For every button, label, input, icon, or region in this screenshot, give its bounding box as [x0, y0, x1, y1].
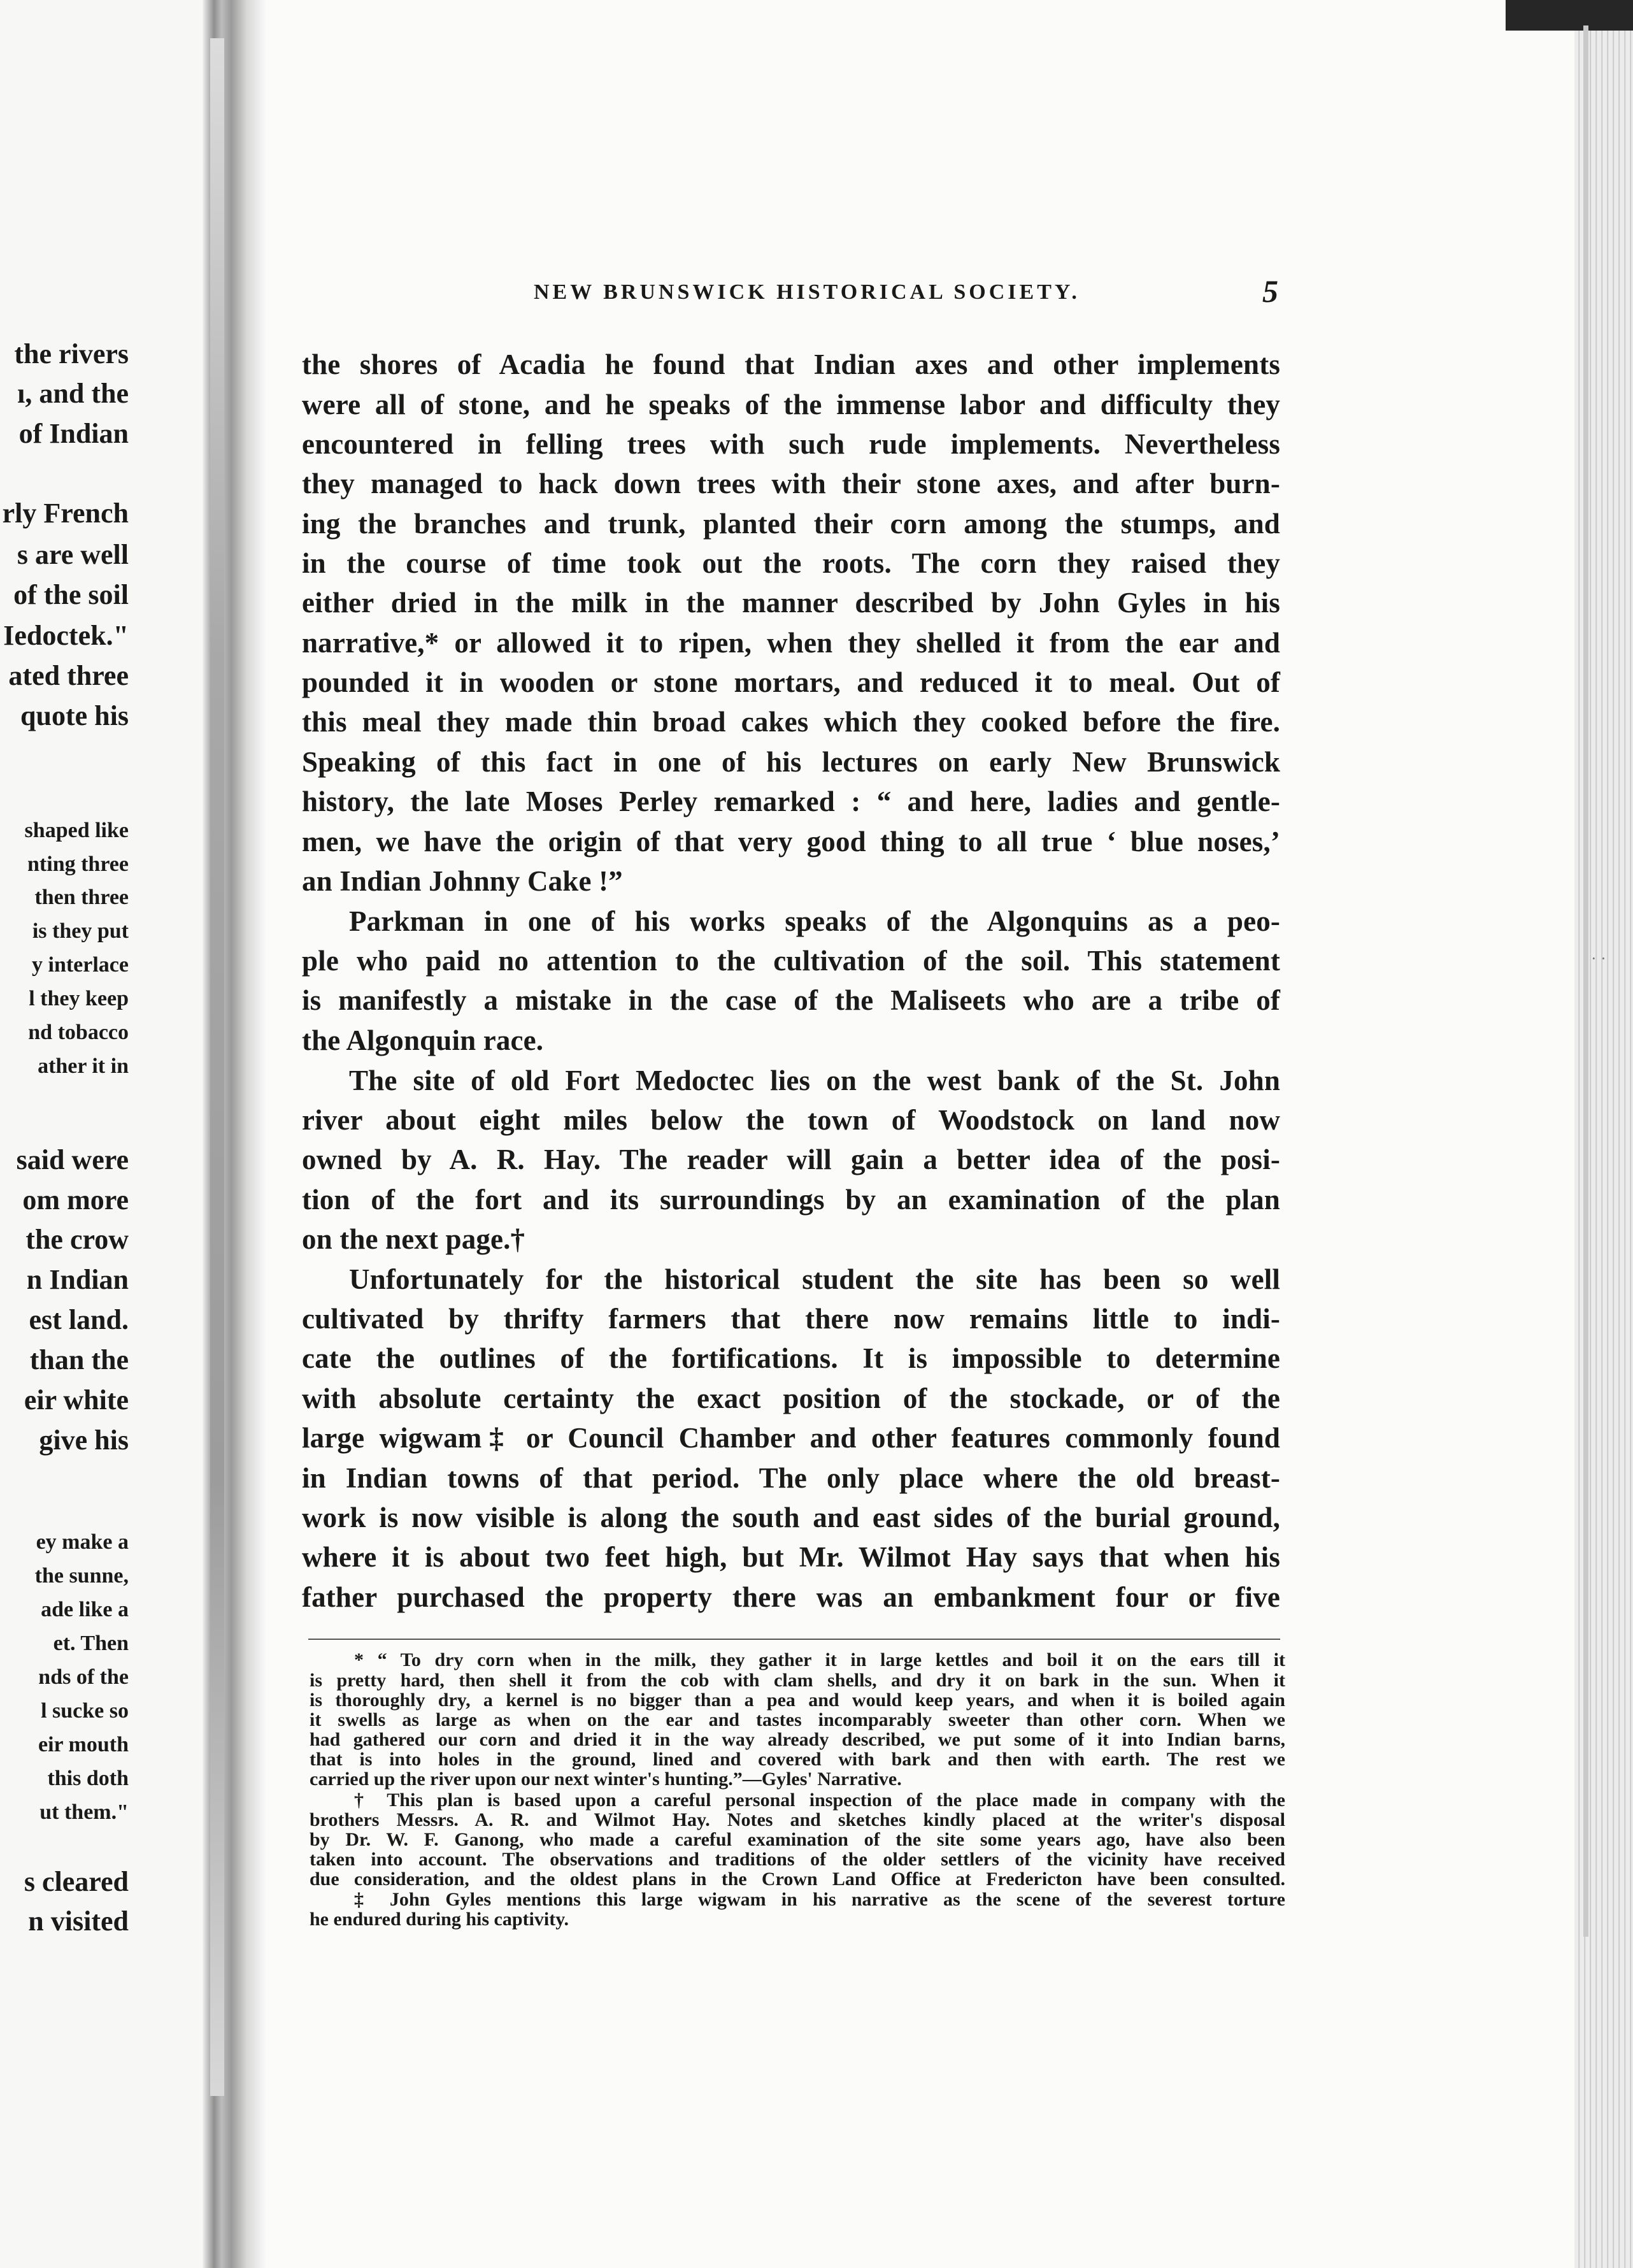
- left-text-line: eir mouth: [38, 1733, 129, 1756]
- scan-border-corner: [1506, 0, 1633, 31]
- left-text-line: nting three: [27, 852, 129, 876]
- footnote-line: is thoroughly dry, a kernel is no bigger than a pea and would keep years, and when it is boiled again: [310, 1690, 1285, 1711]
- body-line: work is now visible is along the south and east sides of the burial ground,: [302, 1502, 1280, 1533]
- left-text-line: om more: [22, 1184, 129, 1216]
- body-line: either dried in the milk in the manner described by John Gyles in his: [302, 587, 1280, 619]
- left-text-line: is they put: [32, 919, 129, 943]
- body-line: Speaking of this fact in one of his lectures on early New Brunswick: [302, 746, 1280, 778]
- body-line: The site of old Fort Medoctec lies on the west bank of the St. John: [349, 1065, 1280, 1096]
- body-line: the Algonquin race.: [302, 1024, 544, 1056]
- left-text-line: ade like a: [41, 1598, 129, 1621]
- footnote-line: he endured during his captivity.: [310, 1909, 569, 1930]
- left-text-line: ı, and the: [17, 378, 129, 409]
- footnote-line: that is into holes in the ground, lined and covered with bark and then with earth. The rest we: [310, 1749, 1285, 1770]
- footnote-line: by Dr. W. F. Ganong, who made a careful examination of the site some years ago, have also been: [310, 1829, 1285, 1850]
- left-text-line: the rivers: [14, 338, 129, 370]
- footnote-line: carried up the river upon our next winter's hunting.”—Gyles' Narrative.: [310, 1769, 902, 1790]
- footnote-line: brothers Messrs. A. R. and Wilmot Hay. Notes and sketches kindly placed at the writer's disposal: [310, 1809, 1285, 1830]
- left-text-line: the sunne,: [34, 1564, 129, 1588]
- body-line: owned by A. R. Hay. The reader will gain a better idea of the posi-: [302, 1144, 1280, 1175]
- body-line: the shores of Acadia he found that Indian axes and other implements: [302, 348, 1280, 380]
- left-text-line: eir white: [24, 1384, 129, 1416]
- left-page-fragment: [0, 0, 210, 2268]
- body-line: ple who paid no attention to the cultivation of the soil. This statement: [302, 945, 1280, 977]
- left-text-line: n visited: [28, 1906, 129, 1937]
- left-text-line: s are well: [17, 539, 129, 570]
- page-number: 5: [1262, 273, 1278, 309]
- body-line: where it is about two feet high, but Mr. Wilmot Hay says that when his: [302, 1541, 1280, 1573]
- footnote-line: it swells as large as when on the ear and tastes incomparably sweeter than other corn. When we: [310, 1709, 1285, 1730]
- footnote-line: taken into account. The observations and traditions of the older settlers of the vicinity have received: [310, 1849, 1285, 1870]
- left-text-line: give his: [39, 1425, 129, 1456]
- binding-edge: [210, 38, 224, 2096]
- footnote-line: ‡ John Gyles mentions this large wigwam in his narrative as the scene of the severest torture: [354, 1889, 1285, 1910]
- left-text-line: nd tobacco: [28, 1021, 129, 1044]
- left-text-line: ut them.": [39, 1800, 129, 1824]
- body-line: is manifestly a mistake in the case of the Maliseets who are a tribe of: [302, 984, 1280, 1016]
- body-line: were all of stone, and he speaks of the immense labor and difficulty they: [302, 389, 1280, 420]
- left-text-line: ey make a: [36, 1530, 129, 1554]
- left-text-line: the crow: [25, 1224, 129, 1255]
- body-line: Parkman in one of his works speaks of the Algonquins as a peo-: [349, 905, 1280, 937]
- left-text-line: than the: [29, 1344, 129, 1375]
- left-text-line: n Indian: [26, 1264, 129, 1295]
- left-text-line: rly French: [2, 498, 129, 529]
- body-line: in Indian towns of that period. The only place where the old breast-: [302, 1462, 1280, 1494]
- left-text-line: l they keep: [29, 987, 129, 1010]
- left-text-line: said were: [16, 1144, 129, 1175]
- left-text-line: l sucke so: [41, 1699, 129, 1723]
- body-line: ing the branches and trunk, planted their corn among the stumps, and: [302, 508, 1280, 540]
- left-text-line: quote his: [20, 700, 129, 731]
- body-line: encountered in felling trees with such rude implements. Nevertheless: [302, 428, 1280, 460]
- body-line: cultivated by thrifty farmers that there now remains little to indi-: [302, 1303, 1280, 1335]
- left-text-line: nds of the: [38, 1665, 129, 1689]
- left-text-line: s cleared: [24, 1866, 129, 1897]
- left-text-line: then three: [34, 886, 129, 909]
- left-text-line: of Indian: [18, 418, 129, 449]
- left-text-line: this doth: [47, 1767, 129, 1790]
- left-text-line: of the soil: [13, 579, 129, 610]
- body-line: with absolute certainty the exact position of the stockade, or of the: [302, 1382, 1280, 1414]
- footnote-line: had gathered our corn and dried it in the way already described, we put some of it into Indian barns,: [310, 1729, 1285, 1750]
- body-line: history, the late Moses Perley remarked : “ and here, ladies and gentle-: [302, 786, 1280, 817]
- body-line: an Indian Johnny Cake !”: [302, 865, 623, 897]
- body-line: Unfortunately for the historical student the site has been so well: [349, 1263, 1280, 1295]
- body-line: in the course of time took out the roots. The corn they raised they: [302, 547, 1280, 579]
- left-text-line: y interlace: [32, 953, 129, 977]
- body-line: river about eight miles below the town of Woodstock on land now: [302, 1104, 1280, 1136]
- scan-speck: · ·: [1591, 949, 1606, 968]
- body-line: men, we have the origin of that very good thing to all true ‘ blue noses,’: [302, 826, 1280, 858]
- body-line: on the next page.†: [302, 1223, 525, 1255]
- footnote-rule: [308, 1639, 1280, 1640]
- left-text-line: ather it in: [38, 1054, 129, 1078]
- body-line: cate the outlines of the fortifications. It is impossible to determine: [302, 1342, 1280, 1374]
- body-line: pounded it in wooden or stone mortars, and reduced it to meal. Out of: [302, 666, 1280, 698]
- body-line: this meal they made thin broad cakes which they cooked before the fire.: [302, 706, 1280, 738]
- footnote-line: * “ To dry corn when in the milk, they gather it in large kettles and boil it on the ears till it: [354, 1649, 1285, 1670]
- body-line: father purchased the property there was an embankment four or five: [302, 1581, 1280, 1613]
- body-line: tion of the fort and its surroundings by an examination of the plan: [302, 1184, 1280, 1216]
- left-text-line: et. Then: [53, 1632, 129, 1655]
- left-text-line: Iedoctek.": [3, 620, 129, 651]
- left-text-line: shaped like: [24, 819, 129, 842]
- footnote-line: is pretty hard, then shell it from the cob with clam shells, and dry it on bark in the sun. When it: [310, 1670, 1285, 1691]
- footnote-line: due consideration, and the oldest plans in the Crown Land Office at Fredericton have been consulted.: [310, 1869, 1285, 1890]
- body-line: narrative,* or allowed it to ripen, when they shelled it from the ear and: [302, 627, 1280, 659]
- footnote-line: † This plan is based upon a careful personal inspection of the place made in company with the: [354, 1790, 1285, 1811]
- page-stack-line: [1583, 25, 1588, 1937]
- body-line: large wigwam‡ or Council Chamber and other features commonly found: [302, 1422, 1280, 1454]
- running-header: NEW BRUNSWICK HISTORICAL SOCIETY.: [534, 280, 1080, 304]
- left-text-line: est land.: [29, 1304, 129, 1335]
- body-line: they managed to hack down trees with their stone axes, and after burn-: [302, 468, 1280, 499]
- left-text-line: ated three: [8, 660, 129, 691]
